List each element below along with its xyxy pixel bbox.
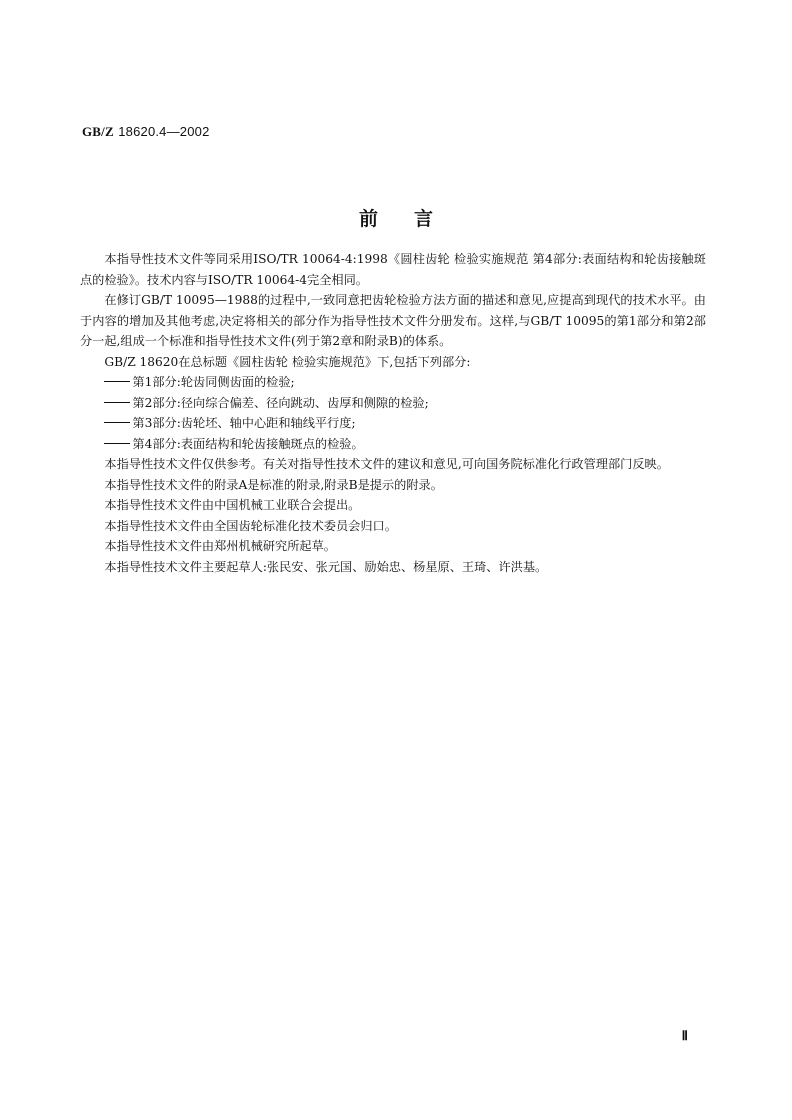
dash-mark	[104, 381, 130, 382]
paragraph: GB/Z 18620在总标题《圆柱齿轮 检验实施规范》下,包括下列部分:	[104, 354, 471, 369]
standard-code: GB/Z	[82, 124, 114, 139]
paragraph: 在修订GB/T 10095—1988的过程中,一致同意把齿轮检验方法方面的描述和意见,应提高到现代的技术水平。由于内容的增加及其他考虑,决定将相关的部分作为指导性技术文件分册发布。这样,与GB/T 10095的第1部分和第2部分一起,组成一个标准和指导性技术文件(列于第2章和附录B)的体系。	[80, 293, 706, 348]
list-item	[80, 372, 706, 393]
document-header	[82, 124, 210, 140]
paragraph: 本指导性技术文件由郑州机械研究所起草。	[104, 539, 336, 553]
standard-number: 18620.4—2002	[118, 124, 210, 139]
list-item	[80, 434, 706, 455]
page-number: Ⅱ	[681, 1028, 688, 1043]
list-item-text: 第2部分:径向综合偏差、径向跳动、齿厚和侧隙的检验;	[132, 395, 429, 410]
dash-mark	[104, 443, 130, 444]
paragraph: 本指导性技术文件仅供参考。有关对指导性技术文件的建议和意见,可向国务院标准化行政管理部门反映。	[104, 457, 669, 471]
paragraph: 本指导性技术文件等同采用ISO/TR 10064-4:1998《圆柱齿轮 检验实施规范 第4部分:表面结构和轮齿接触斑点的检验》。技术内容与ISO/TR 10064-4完全相同。	[80, 252, 706, 287]
paragraph: 本指导性技术文件由全国齿轮标准化技术委员会归口。	[104, 518, 397, 533]
dash-mark	[104, 422, 130, 423]
list-item-text: 第3部分:齿轮坯、轴中心距和轴线平行度;	[132, 416, 356, 430]
dash-mark	[104, 402, 130, 403]
paragraph: 本指导性技术文件主要起草人:张民安、张元国、励始忠、杨星原、王琦、许洪基。	[104, 559, 548, 574]
list-item-text: 第4部分:表面结构和轮齿接触斑点的检验。	[132, 436, 364, 451]
list-item	[80, 413, 706, 434]
paragraph: 本指导性技术文件的附录A是标准的附录,附录B是提示的附录。	[104, 477, 443, 492]
list-item-text: 第1部分:轮齿同侧齿面的检验;	[132, 375, 295, 389]
foreword-body	[80, 249, 706, 577]
paragraph: 本指导性技术文件由中国机械工业联合会提出。	[104, 498, 361, 512]
list-item	[80, 393, 706, 414]
page-title: 前言	[358, 208, 469, 230]
